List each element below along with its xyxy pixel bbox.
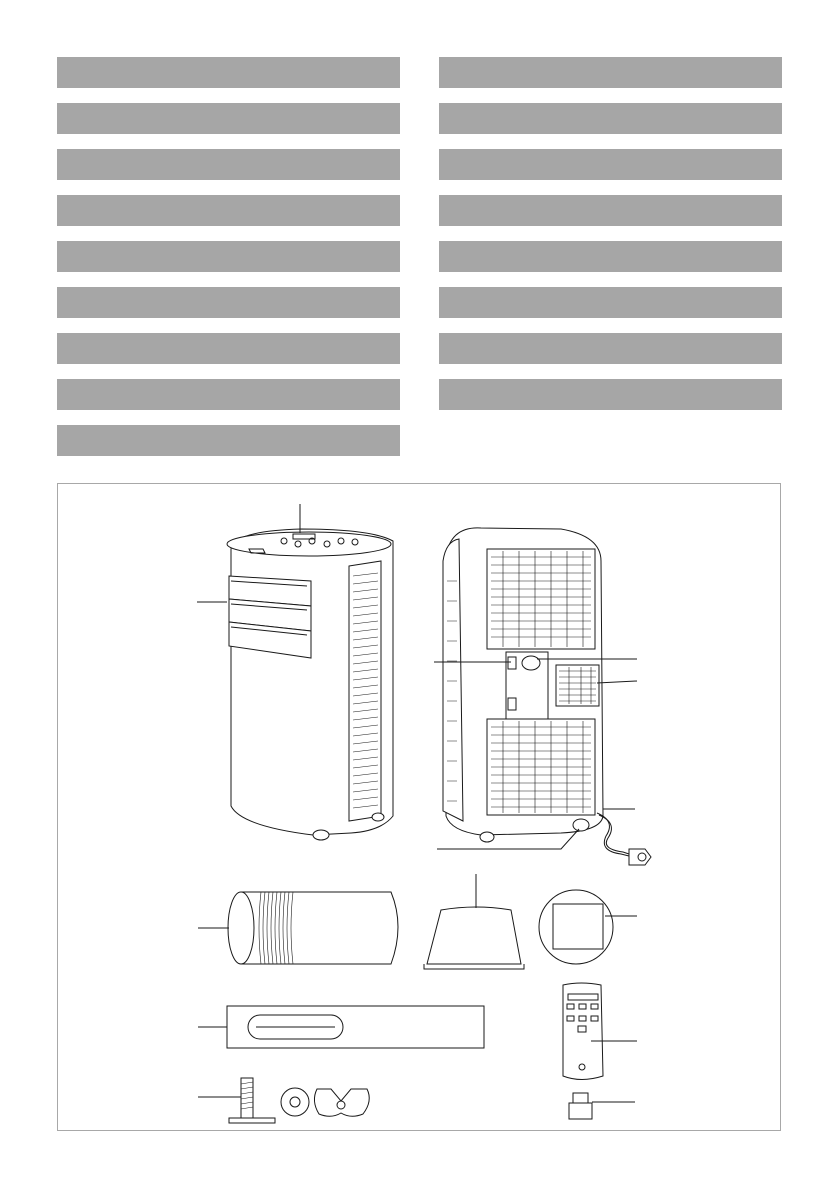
parts-illustration (58, 484, 782, 1132)
language-bar-left-6 (57, 287, 400, 318)
language-bar-left-9 (57, 425, 400, 456)
language-bar-left-5 (57, 241, 400, 272)
remote-control-drawing (563, 983, 637, 1080)
exhaust-hose-drawing (198, 892, 398, 964)
window-kit-drawing (198, 1006, 484, 1048)
mounting-hardware-drawing (198, 1078, 369, 1123)
language-bar-left-3 (57, 149, 400, 180)
unit-rear-view (434, 528, 651, 865)
language-bar-left-7 (57, 333, 400, 364)
language-bar-right-1 (439, 57, 782, 88)
parts-figure (57, 483, 781, 1131)
language-bar-right-2 (439, 103, 782, 134)
language-bar-right-3 (439, 149, 782, 180)
unit-front-view (197, 504, 393, 840)
language-bar-left-8 (57, 379, 400, 410)
language-bar-left-4 (57, 195, 400, 226)
hose-adapter-drawing (424, 874, 524, 969)
language-bar-right-7 (439, 333, 782, 364)
drain-plug-drawing (569, 1093, 635, 1119)
language-bar-right-8 (439, 379, 782, 410)
language-bar-left-2 (57, 103, 400, 134)
language-bar-right-5 (439, 241, 782, 272)
language-bar-right-4 (439, 195, 782, 226)
round-adapter-drawing (539, 890, 637, 964)
language-bar-left-1 (57, 57, 400, 88)
language-bar-right-6 (439, 287, 782, 318)
